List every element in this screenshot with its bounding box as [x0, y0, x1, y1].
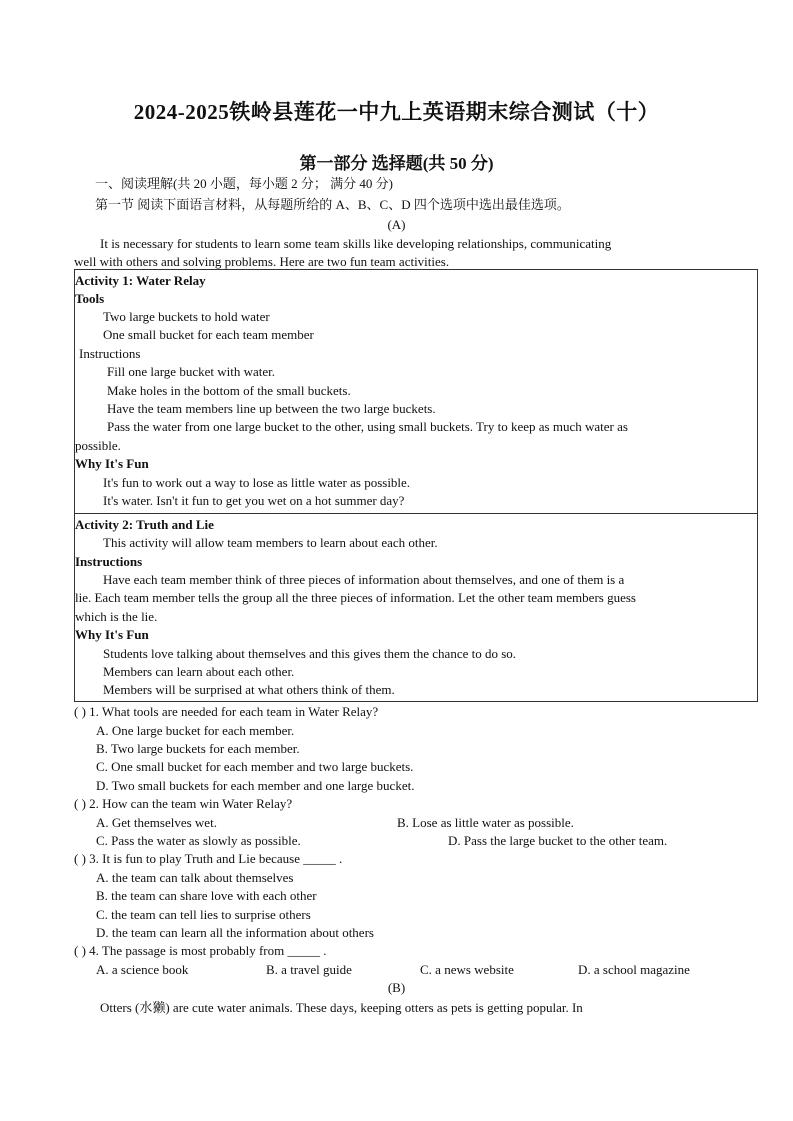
document-title: 2024-2025铁岭县莲花一中九上英语期末综合测试（十） — [133, 100, 660, 124]
activity-2-box — [74, 513, 758, 702]
instruction-line: which is the lie. — [75, 609, 158, 624]
question-2-option-b: B. Lose as little water as possible. — [397, 815, 574, 830]
question-4-option-b: B. a travel guide — [266, 962, 352, 977]
question-1-option-c: C. One small bucket for each member and two large buckets. — [96, 759, 414, 774]
instruction-item: Make holes in the bottom of the small buckets. — [107, 383, 351, 398]
why-fun-item: Members can learn about each other. — [103, 664, 295, 679]
instruction-item: Have the team members line up between the two large buckets. — [107, 401, 436, 416]
why-fun-heading: Why It's Fun — [75, 627, 149, 642]
instructions-heading: Instructions — [79, 346, 141, 361]
activity-1-box — [74, 269, 758, 514]
question-4-stem: ( ) 4. The passage is most probably from _____ . — [74, 943, 327, 958]
why-fun-item: Members will be surprised at what others think of them. — [103, 682, 395, 697]
question-1-option-d: D. Two small buckets for each member and one large bucket. — [96, 778, 415, 793]
instruction-item: Fill one large bucket with water. — [107, 364, 275, 379]
passage-a-intro-line1: It is necessary for students to learn some team skills like developing relationships, communicating — [100, 236, 612, 251]
passage-a-intro-line2: well with others and solving problems. Here are two fun team activities. — [74, 254, 450, 269]
instruction-item-cont: possible. — [75, 438, 121, 453]
question-3-option-a: A. the team can talk about themselves — [96, 870, 294, 885]
question-4-option-a: A. a science book — [96, 962, 189, 977]
question-2-option-d: D. Pass the large bucket to the other team. — [448, 833, 668, 848]
question-3-option-b: B. the team can share love with each other — [96, 888, 317, 903]
passage-b-label: (B) — [387, 980, 406, 995]
why-fun-heading: Why It's Fun — [75, 456, 149, 471]
passage-b-line1: Otters (水獭) are cute water animals. These days, keeping otters as pets is getting popular. In — [100, 1000, 583, 1015]
question-3-stem: ( ) 3. It is fun to play Truth and Lie because _____ . — [74, 851, 343, 866]
question-3-option-d: D. the team can learn all the information about others — [96, 925, 374, 940]
section-heading: 一、阅读理解(共 20 小题，每小题 2 分； 满分 40 分) — [95, 176, 393, 191]
question-4-option-c: C. a news website — [420, 962, 514, 977]
question-2-option-c: C. Pass the water as slowly as possible. — [96, 833, 301, 848]
tools-heading: Tools — [75, 291, 105, 306]
instructions-heading: Instructions — [75, 554, 143, 569]
question-1-option-a: A. One large bucket for each member. — [96, 723, 295, 738]
part-heading: 第一部分 选择题(共 50 分) — [299, 154, 494, 173]
activity-2-description: This activity will allow team members to learn about each other. — [103, 535, 438, 550]
question-2-stem: ( ) 2. How can the team win Water Relay? — [74, 796, 293, 811]
instruction-item: Pass the water from one large bucket to the other, using small buckets. Try to keep as much water as — [107, 419, 628, 434]
why-fun-item: It's fun to work out a way to lose as little water as possible. — [103, 475, 411, 490]
tool-item: One small bucket for each team member — [103, 327, 314, 342]
question-4-option-d: D. a school magazine — [578, 962, 690, 977]
activity-2-heading: Activity 2: Truth and Lie — [75, 517, 214, 532]
tool-item: Two large buckets to hold water — [103, 309, 270, 324]
question-2-option-a: A. Get themselves wet. — [96, 815, 217, 830]
why-fun-item: It's water. Isn't it fun to get you wet on a hot summer day? — [103, 493, 405, 508]
instruction-line: Have each team member think of three pieces of information about themselves, and one of them is a — [103, 572, 625, 587]
question-1-option-b: B. Two large buckets for each member. — [96, 741, 300, 756]
section-instructions: 第一节 阅读下面语言材料，从每题所给的 A、B、C、D 四个选项中选出最佳选项。 — [95, 197, 570, 212]
activity-1-heading: Activity 1: Water Relay — [75, 273, 206, 288]
passage-a-label: (A) — [387, 217, 406, 232]
why-fun-item: Students love talking about themselves and this gives them the chance to do so. — [103, 646, 517, 661]
question-3-option-c: C. the team can tell lies to surprise others — [96, 907, 311, 922]
instruction-line: lie. Each team member tells the group all the three pieces of information. Let the other team members guess — [75, 590, 636, 605]
question-1-stem: ( ) 1. What tools are needed for each team in Water Relay? — [74, 704, 379, 719]
